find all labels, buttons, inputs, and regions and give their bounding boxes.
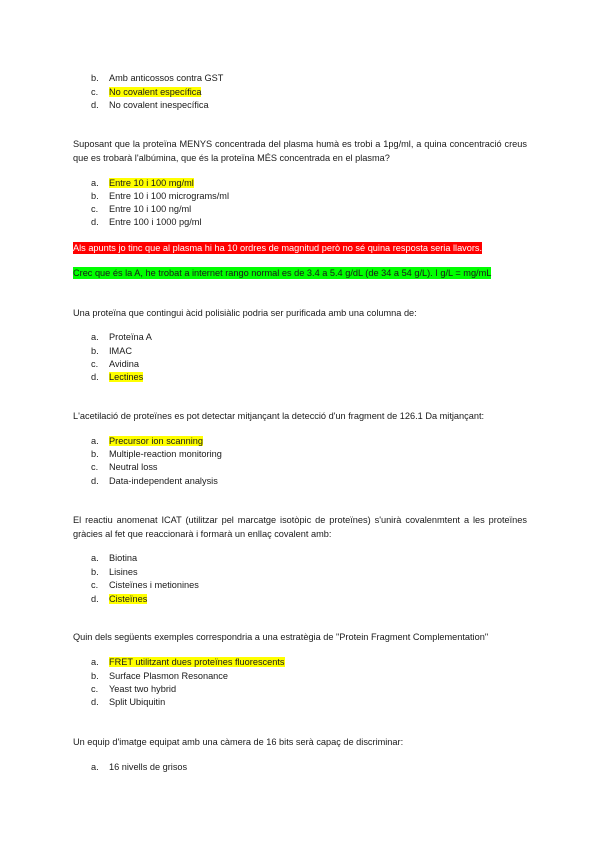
q3-option-a: a. Precursor ion scanning [91, 436, 203, 446]
q2-option-d: d. Lectines [91, 372, 144, 382]
q5-question: Quin dels següents exemples correspondria a una estratègia de "Protein Fragment Complementation" [73, 632, 489, 642]
q1-option-d: d. Entre 100 i 1000 pg/ml [91, 217, 202, 227]
q2-option-b: b. IMAC [91, 346, 132, 356]
q3-option-b: b. Multiple-reaction monitoring [91, 449, 222, 459]
q2-question: Una proteïna que contingui àcid polisiàlic podria ser purificada amb una columna de: [73, 308, 417, 318]
q5-option-c: c. Yeast two hybrid [91, 684, 177, 694]
q1-option-b: b. Entre 10 i 100 micrograms/ml [91, 191, 229, 201]
q5-option-b: b. Surface Plasmon Resonance [91, 671, 228, 681]
q1-option-a: a. Entre 10 i 100 mg/ml [91, 178, 194, 188]
q4-option-c: c. Cisteïnes i metionines [91, 580, 199, 590]
q4-option-d: d. Cisteïnes [91, 594, 148, 604]
q2-option-a: a. Proteïna A [91, 332, 152, 342]
q1-question: Suposant que la proteïna MENYS concentrada del plasma humà es trobi a 1pg/ml, a quina concentració creus que es trobarà l'albúmina, que és la proteïna MÉS concentrada en el plasma? [73, 139, 527, 163]
q5-option-a: a. FRET utilitzant dues proteïnes fluorescents [91, 657, 285, 667]
q4-option-b: b. Lisines [91, 567, 138, 577]
q2-option-c: c. Avidina [91, 359, 139, 369]
q3-option-c: c. Neutral loss [91, 462, 158, 472]
q6-option-a: a. 16 nivells de grisos [91, 762, 188, 772]
q4-question: El reactiu anomenat ICAT (utilitzar pel marcatge isotòpic de proteïnes) s'unirà covalenmtent a les proteïnes gràcies al fet que reaccionarà i formarà un enllaç covalent amb: [73, 515, 527, 539]
q0-option-d: d. No covalent inespecífica [91, 100, 209, 110]
q1-option-c: c. Entre 10 i 100 ng/ml [91, 204, 192, 214]
q6-question: Un equip d'imatge equipat amb una càmera de 16 bits serà capaç de discriminar: [73, 737, 404, 747]
q3-question: L'acetilació de proteïnes es pot detectar mitjançant la detecció d'un fragment de 126.1 Da mitjançant: [73, 411, 485, 421]
q0-option-b: b. Amb anticossos contra GST [91, 73, 224, 83]
q1-note-red: Als apunts jo tinc que al plasma hi ha 10 ordres de magnitud però no sé quina resposta seria llavors. [73, 243, 483, 253]
q3-option-d: d. Data-independent analysis [91, 476, 218, 486]
q0-option-c: c. No covalent específica [91, 87, 202, 97]
q5-option-d: d. Split Ubiquitin [91, 697, 166, 707]
q4-option-a: a. Biotina [91, 553, 138, 563]
q1-note-green: Crec que és la A, he trobat a internet rango normal es de 3.4 a 5.4 g/dL (de 34 a 54 g/L). I g/L = mg/mL [73, 268, 492, 278]
